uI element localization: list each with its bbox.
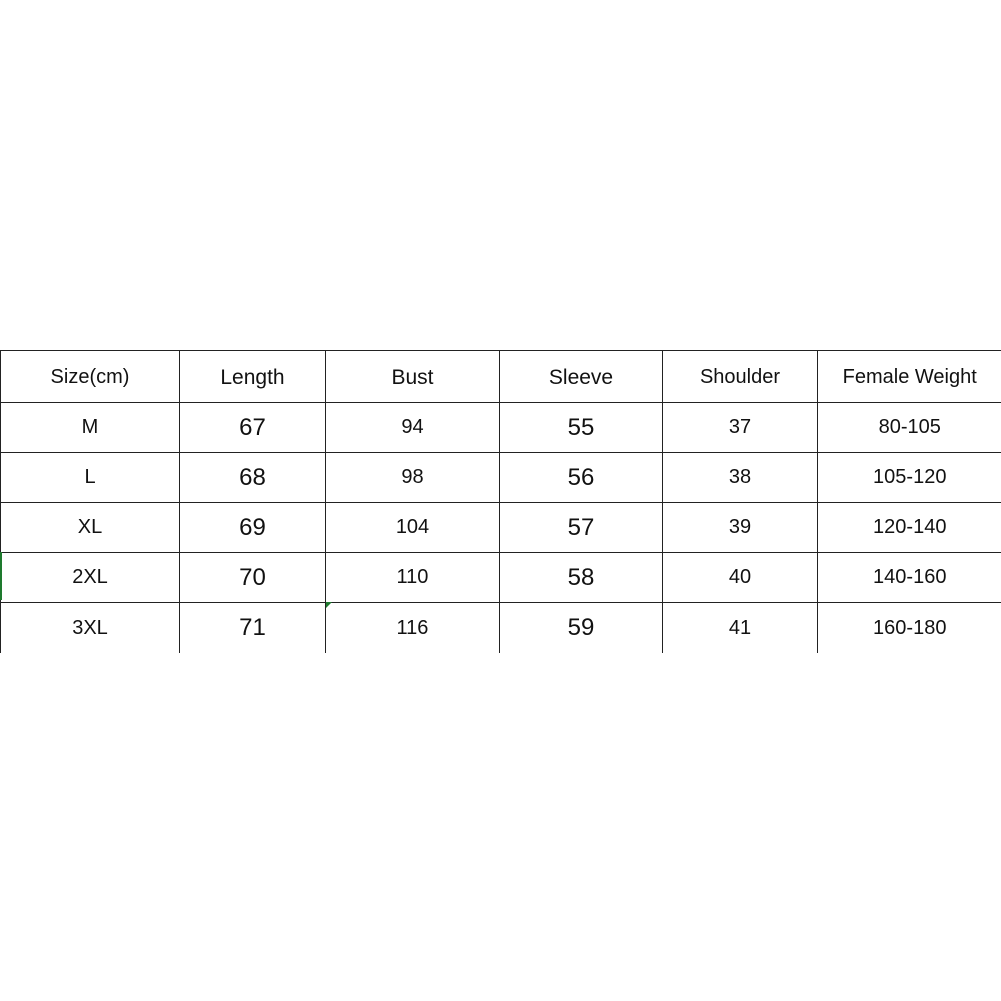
cell-size: M [1,403,180,453]
table-row [1,403,1001,453]
cell-shoulder: 41 [663,603,818,654]
table-row [1,503,1001,553]
header-length: Length [180,351,326,403]
cell-bust: 116 [326,603,500,654]
selection-mark-left [0,552,2,600]
cell-sleeve: 56 [500,453,663,503]
cell-shoulder: 40 [663,553,818,603]
header-female-weight: Female Weight [818,351,1001,403]
header-sleeve: Sleeve [500,351,663,403]
cell-sleeve: 59 [500,603,663,654]
cell-sleeve: 57 [500,503,663,553]
cell-female-weight: 140-160 [818,553,1001,603]
cell-size: 2XL [1,553,180,603]
cell-corner-mark [326,602,332,608]
cell-size: XL [1,503,180,553]
table-row [1,453,1001,503]
cell-size: L [1,453,180,503]
cell-sleeve: 55 [500,403,663,453]
cell-female-weight: 120-140 [818,503,1001,553]
cell-sleeve: 58 [500,553,663,603]
header-bust: Bust [326,351,500,403]
cell-bust: 110 [326,553,500,603]
cell-female-weight: 105-120 [818,453,1001,503]
size-chart-table [0,350,1001,653]
cell-bust: 98 [326,453,500,503]
cell-length: 68 [180,453,326,503]
cell-shoulder: 37 [663,403,818,453]
cell-bust: 94 [326,403,500,453]
cell-shoulder: 38 [663,453,818,503]
header-shoulder: Shoulder [663,351,818,403]
cell-length: 71 [180,603,326,654]
cell-shoulder: 39 [663,503,818,553]
header-size: Size(cm) [1,351,180,403]
cell-length: 67 [180,403,326,453]
cell-female-weight: 160-180 [818,603,1001,654]
cell-length: 70 [180,553,326,603]
cell-female-weight: 80-105 [818,403,1001,453]
table-header-row [1,351,1001,403]
table-row [1,553,1001,603]
cell-bust: 104 [326,503,500,553]
cell-size: 3XL [1,603,180,654]
cell-length: 69 [180,503,326,553]
table-row [1,603,1001,654]
